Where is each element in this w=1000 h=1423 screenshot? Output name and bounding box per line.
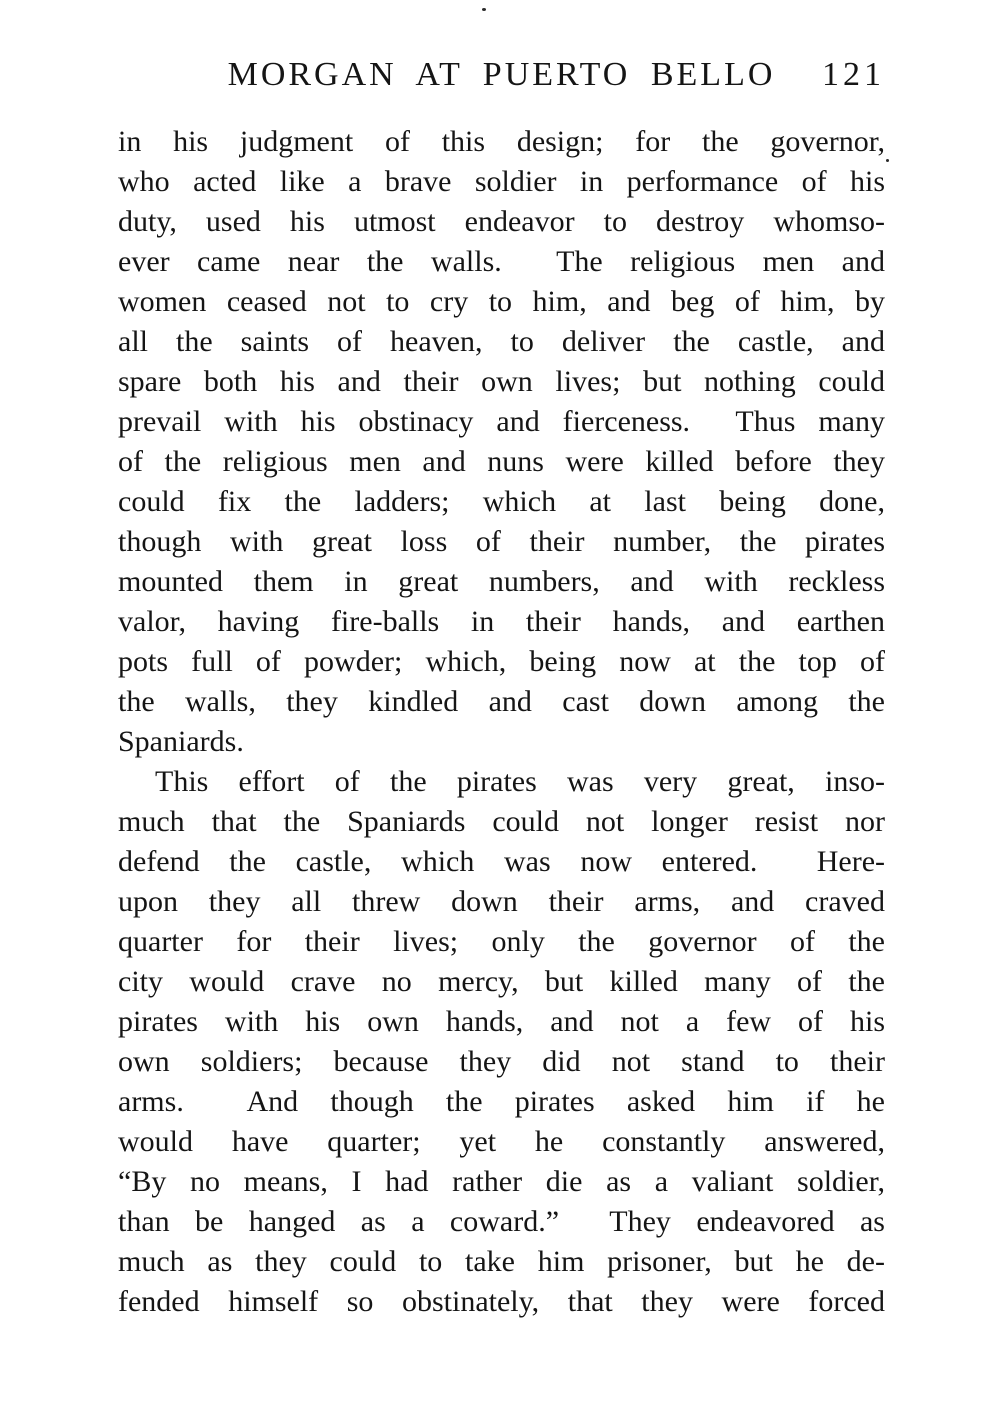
scan-speck [886, 159, 889, 162]
text-line: Spaniards. [118, 725, 244, 758]
text-line: valor, having fire-balls in their hands, and earthen [118, 605, 885, 638]
text-line: duty, used his utmost endeavor to destroy whomso- [118, 205, 885, 238]
text-line: This effort of the pirates was very great, inso- [155, 765, 885, 798]
text-line: spare both his and their own lives; but nothing could [118, 365, 885, 398]
text-line: defend the castle, which was now entered. Here- [118, 845, 885, 878]
page-number: 121 [822, 56, 885, 93]
text-line: own soldiers; because they did not stand to their [118, 1045, 885, 1078]
text-line: prevail with his obstinacy and fierceness. Thus many [118, 405, 885, 438]
text-line: much that the Spaniards could not longer resist nor [118, 805, 885, 838]
text-line: upon they all threw down their arms, and craved [118, 885, 885, 918]
text-line: mounted them in great numbers, and with reckless [118, 565, 885, 598]
text-block [118, 122, 885, 1322]
paragraph [118, 122, 885, 762]
text-line: who acted like a brave soldier in performance of his [118, 165, 885, 198]
text-line: would have quarter; yet he constantly answered, [118, 1125, 885, 1158]
running-head [118, 52, 885, 98]
text-line: all the saints of heaven, to deliver the castle, and [118, 325, 885, 358]
text-line: much as they could to take him prisoner, but he de- [118, 1245, 885, 1278]
text-line: could fix the ladders; which at last being done, [118, 485, 885, 518]
text-line: the walls, they kindled and cast down among the [118, 685, 885, 718]
text-line: of the religious men and nuns were killed before they [118, 445, 885, 478]
text-line: ever came near the walls. The religious men and [118, 245, 885, 278]
text-line: though with great loss of their number, the pirates [118, 525, 885, 558]
text-line: city would crave no mercy, but killed many of the [118, 965, 885, 998]
page-title: MORGAN AT PUERTO BELLO [227, 56, 776, 93]
text-line: “By no means, I had rather die as a valiant soldier, [118, 1165, 885, 1198]
text-line: arms. And though the pirates asked him if he [118, 1085, 885, 1118]
text-line: pots full of powder; which, being now at the top of [118, 645, 885, 678]
text-line: quarter for their lives; only the governor of the [118, 925, 885, 958]
text-line: fended himself so obstinately, that they were forced [118, 1285, 885, 1318]
text-line: in his judgment of this design; for the governor, [118, 125, 885, 158]
text-line: than be hanged as a coward.” They endeavored as [118, 1205, 885, 1238]
scan-speck [482, 8, 486, 11]
paragraph [118, 762, 885, 1322]
text-line: pirates with his own hands, and not a few of his [118, 1005, 885, 1038]
text-line: women ceased not to cry to him, and beg of him, by [118, 285, 885, 318]
